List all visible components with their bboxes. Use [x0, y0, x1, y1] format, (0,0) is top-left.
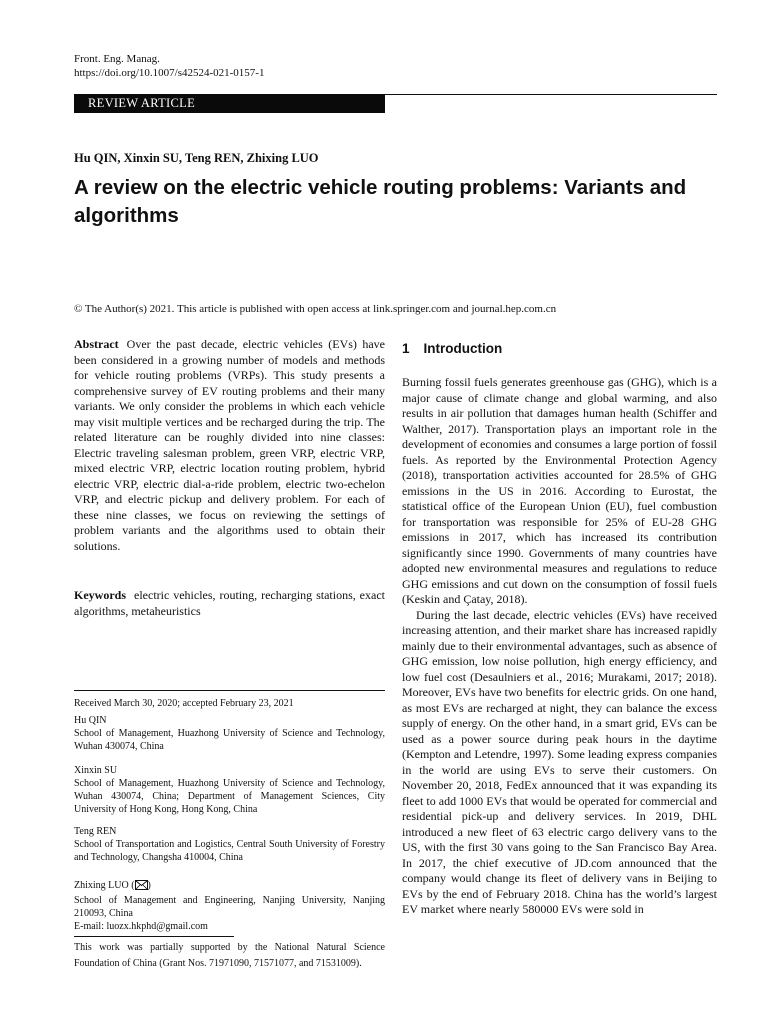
funding-note: This work was partially supported by the National Natural Science Foundation of China (Grant Nos. 71971090, 71571077, and 71531009). — [74, 942, 385, 969]
paragraph: Burning fossil fuels generates greenhouse gas (GHG), which is a major cause of climate change and global warming, and also results in air pollution that damages human health (Schiffer and Walther, 2017). Transportation plays an important role in the development of economies and consumes a large portion of fossil fuels. As reported by the Environmental Protection Agency (2018), transportation activities accounted for 28.5% of GHG emissions in the US in 2016. According to Eurostat, the statistical office of the European Union (EU), fuel combustion for transportation was responsible for 25% of EU-28 GHG emissions in 2017, which has increased its contribution significantly since 1990. Governments of many countries have adopted new environmental measures and regulations to reduce GHG emissions and cut down on the consumption of fossil fuels (Keskin and Çatay, 2018). — [402, 375, 717, 606]
footnote-rule — [74, 690, 385, 691]
affiliation-text: School of Management, Huazhong University of Science and Technology, Wuhan 430074, China; Department of Management Sciences, City University of Hong Kong, Hong Kong, China — [74, 778, 385, 815]
section-number: 1 — [402, 341, 410, 356]
journal-header — [74, 52, 264, 80]
received-dates: Received March 30, 2020; accepted February 23, 2021 — [74, 698, 294, 709]
article-title: A review on the electric vehicle routing problems: Variants and algorithms — [74, 176, 687, 227]
affiliation-author-suffix: ) — [147, 880, 151, 891]
abstract-text: Over the past decade, electric vehicles (EVs) have been considered in a growing number of models and methods for vehicle routing problems (VRPs). This study presents a comprehensive survey of EV routing problems and their many variants. We only consider the problems in which each vehicle may visit multiple vertices and be recharged during the trip. The related literature can be roughly divided into nine classes: Electric traveling salesman problem, green VRP, electric VRP, mixed electric VRP, electric location routing problem, hybrid electric VRP, electric dial-a-ride problem, electric two-echelon VRP, and electric pickup and delivery problem. For each of these nine classes, we focus on reviewing the settings of problem variants and the algorithms used to obtain their solutions. — [74, 337, 385, 553]
affiliation-1 — [74, 714, 385, 753]
banner-rule — [385, 94, 717, 95]
affiliation-author: Zhixing LUO ( — [74, 880, 135, 891]
keywords-text: electric vehicles, routing, recharging stations, exact algorithms, metaheuristics — [74, 588, 385, 618]
corresponding-email[interactable]: E-mail: luozx.hkphd@gmail.com — [74, 921, 208, 932]
keywords — [74, 588, 385, 619]
affiliation-author: Teng REN — [74, 826, 117, 837]
copyright-notice: © The Author(s) 2021. This article is published with open access at link.springer.com and journal.hep.com.cn — [74, 303, 557, 315]
affiliation-2 — [74, 764, 385, 816]
doi-link[interactable]: https://doi.org/10.1007/s42524-021-0157-1 — [74, 67, 265, 79]
section-heading — [402, 341, 502, 356]
affiliation-text: School of Management, Huazhong University of Science and Technology, Wuhan 430074, China — [74, 728, 385, 752]
abstract — [74, 337, 385, 554]
journal-name: Front. Eng. Manag. — [74, 53, 160, 65]
section-title: Introduction — [423, 341, 503, 356]
affiliation-3 — [74, 825, 385, 864]
keywords-label: Keywords — [74, 588, 126, 602]
affiliation-text: School of Management and Engineering, Nanjing University, Nanjing 210093, China — [74, 895, 385, 919]
paragraph: During the last decade, electric vehicles (EVs) have received increasing attention, and their market share has increased rapidly mainly due to their environmental advantages, such as absence of GHG emission, low noise pollution, high energy efficiency, and low fuel cost (Desaulniers et al., 2016; Murakami, 2017; 2018). Moreover, EVs have two benefits for electric grids. On one hand, as most EVs are recharged at night, they can balance the excess supply of energy. On the other hand, in a smart grid, EVs can be used as a power source during peak hours in the daytime (Kempton and Letendre, 1997). Some leading express companies in the world are using EVs to serve their customers. On November 20, 2018, FedEx announced that it was expanding its fleet to add 1000 EVs that would be operated for commercial and residential pick-up and delivery services. In 2019, DHL introduced a new fleet of 63 electric cargo delivery vans to the US, with the first 30 vans going to the San Francisco Bay Area. In 2017, the chief executive of JD.com announced that the company would change its fleet of delivery vans in Beijing to EVs by the end of February 2018. China has the world’s largest EV market where nearly 580000 EVs were sold in — [402, 607, 717, 916]
affiliation-author-line — [74, 879, 385, 894]
affiliation-author: Xinxin SU — [74, 765, 118, 776]
introduction-body — [402, 375, 717, 918]
affiliation-author: Hu QIN — [74, 715, 107, 726]
article-type-banner: REVIEW ARTICLE — [74, 94, 385, 113]
funding-rule — [74, 936, 234, 937]
affiliation-text: School of Transportation and Logistics, Central South University of Forestry and Technology, Changsha 410004, China — [74, 839, 385, 863]
affiliation-4 — [74, 879, 385, 933]
author-list: Hu QIN, Xinxin SU, Teng REN, Zhixing LUO — [74, 151, 319, 165]
abstract-label: Abstract — [74, 337, 119, 351]
envelope-icon[interactable] — [135, 880, 148, 894]
